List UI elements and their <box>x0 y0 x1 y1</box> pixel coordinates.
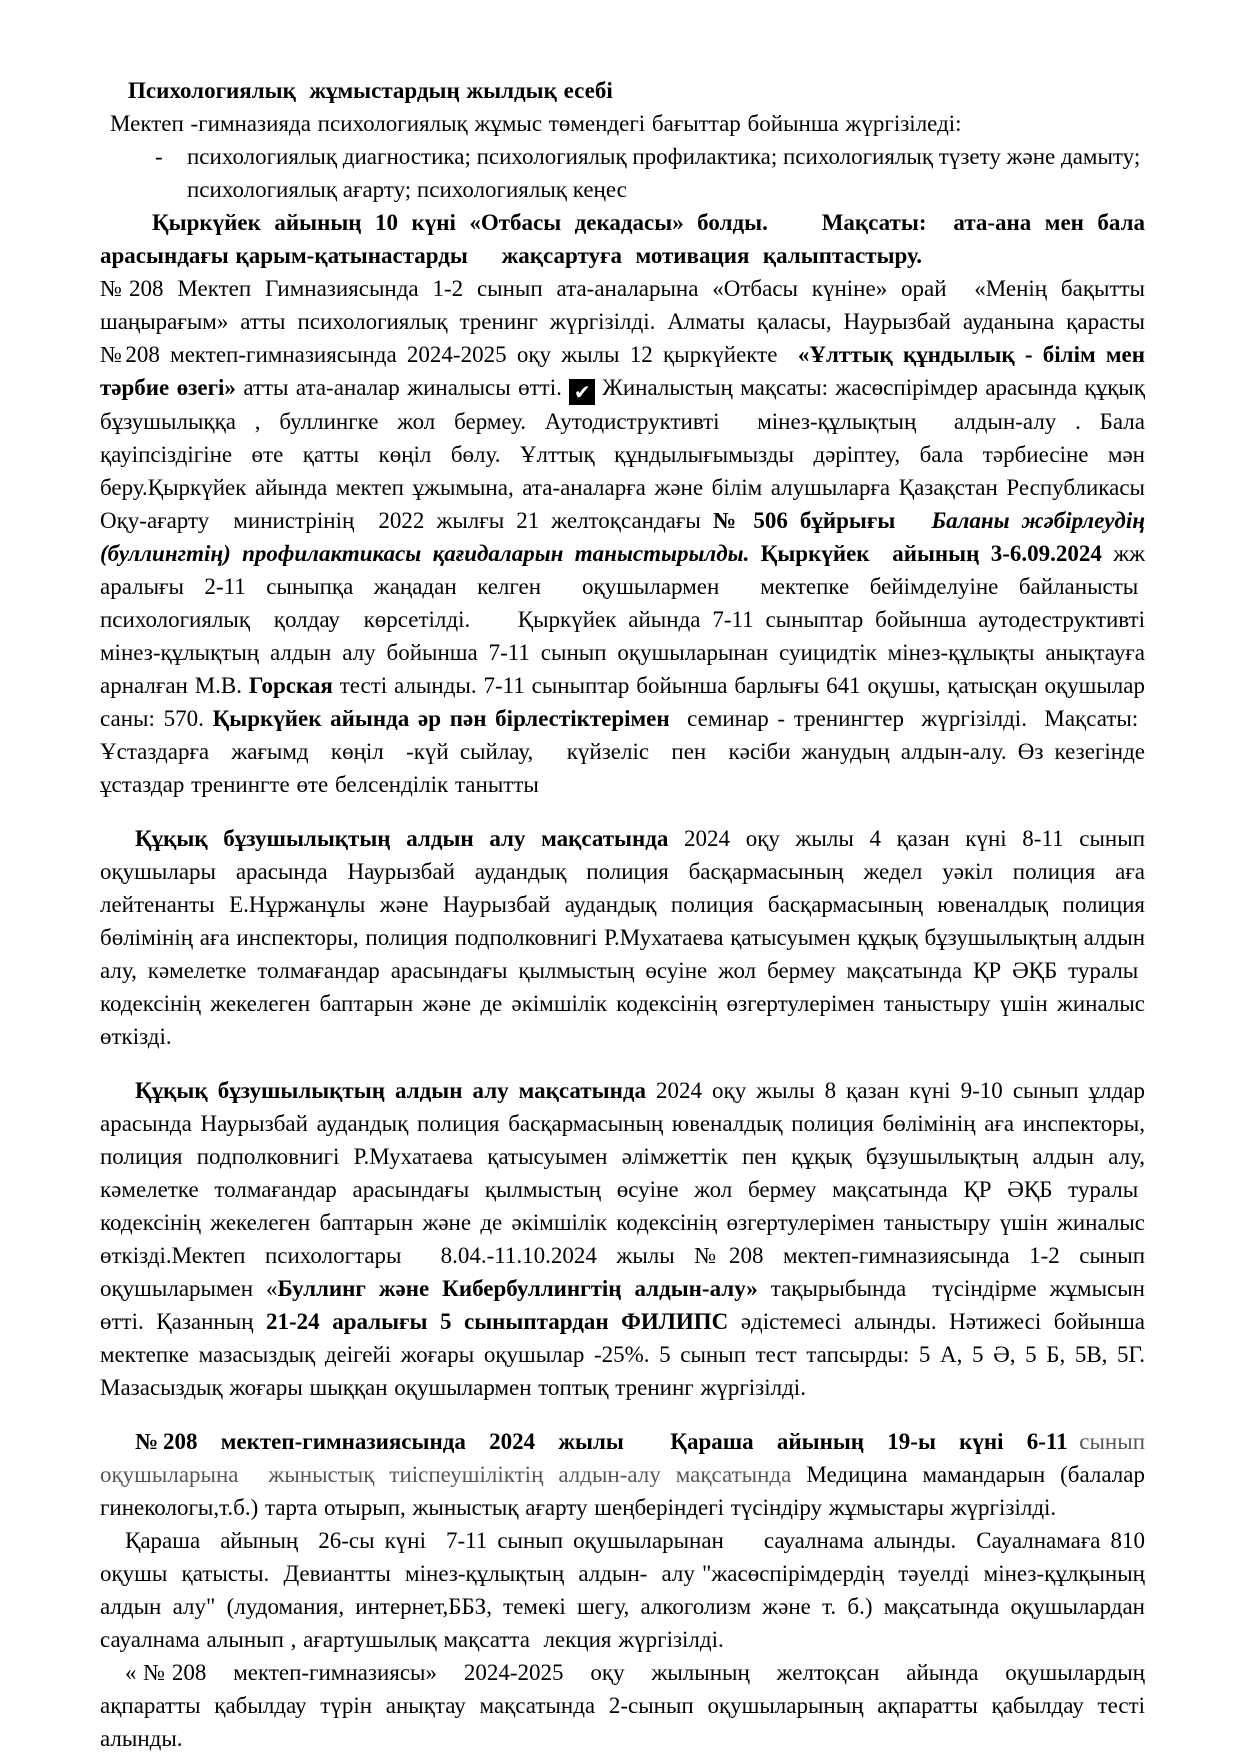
text-run-bold: Қыркүйек айының 3-6.09.2024 <box>749 541 1102 566</box>
paragraph-september-activities <box>100 272 1145 801</box>
paragraph-crime-prevention-oct8 <box>100 1074 1145 1404</box>
text-run: 2024 оқу жылы 4 қазан күні 8-11 сынып оқушылары арасында Наурызбай аудандық полиция басқармасының жедел уәкіл полиция аға лейтенанты Е.Нұржанұлы және Наурызбай аудандық полиция басқармасының ювеналдық полиция бөлімінің аға инспекторы, полиция подполковнигі Р.Мухатаева қатысуымен құқық бұзушылықтың алдын алу, кәмелетке толмағандар арасындағы қылмыстың өсуіне жол бермеу мақсатында ҚР ӘҚБ туралы кодексінің жекелеген баптарын және де әкімшілік кодексінің өзгертулерімен таныстыру үшін жиналыс өткізді. <box>100 826 1145 1049</box>
text-run: тақырыбында түсіндірме жұмысын өтті. Қазанның <box>100 1276 1145 1334</box>
text-run: семинар - тренингтер жүргізілді. Мақсаты: Ұстаздарға жағымд көңіл -күй сыйлау, күйзеліс пен кәсіби жанудың алдын-алу. Өз кезегінде ұстаздар тренингте өте белсенділік танытты <box>100 706 1145 797</box>
report-title <box>100 74 1145 107</box>
text-run-bold: 21-24 аралығы 5 сыныптардан ФИЛИПС <box>266 1309 729 1334</box>
text-run: Қыркүйек айының 10 күні «Отбасы декадасы» болды. Мақсаты: ата-ана мен бала арасындағы қарым-қатынастарды жақсартуға мотивация қалыптастыру. <box>100 210 1145 268</box>
text-run: Мектеп -гимназияда психологиялық жұмыс төмендегі бағыттар бойынша жүргізіледі: <box>110 111 962 136</box>
paragraph-perception-test-december <box>100 1656 1145 1755</box>
text-run: №208 Мектеп Гимназиясында 1-2 сынып ата-аналарына «Отбасы күніне» орай «Менің бақытты шаңырағым» атты психологиялық тренинг жүргізілді. Алматы қаласы, Наурызбай ауданына қарасты №208 мектеп-гимназиясында 2024-2025 оқу жылы 12 қыркүйекте <box>100 276 1145 367</box>
text-run-bold: Қыркүйек айында әр пән бірлестіктерімен <box>212 706 670 731</box>
text-run: Медицина мамандарын (балалар гинекологы,т.б.) тарта отырып, жыныстық ағарту шеңберіндегі түсіндіру жұмыстары жүргізілді. <box>100 1462 1145 1520</box>
paragraph-sexual-education-nov19 <box>100 1425 1145 1524</box>
text-run-bold: Құқық бұзушылықтың алдын алу мақсатында <box>135 1078 646 1103</box>
text-run: «№208 мектеп-гимназиясы» 2024-2025 оқу жылының желтоқсан айында оқушылардың ақпаратты қабылдау түрін анықтау мақсатында 2-сынып оқушыларының ақпаратты қабылдау тесті алынды. <box>100 1660 1145 1751</box>
text-run: әдістемесі алынды. Нәтижесі бойынша мектепке мазасыздық деігейі жоғары оқушылар -25%. 5 сынып тест тапсырды: 5 А, 5 Ә, 5 Б, 5В, 5Г. Мазасыздық жоғары шыққан оқушылармен топтық тренинг жүргізілді. <box>100 1309 1145 1400</box>
text-run-bold: «Ұлттық құндылық - білім мен тәрбие өзегі» <box>100 342 1145 400</box>
text-run-bold-italic: Баланы жәбірлеудің (буллингтің) профилактикасы қағидаларын таныстырылды. <box>100 508 1145 566</box>
checked-checkbox-icon <box>569 379 595 405</box>
paragraph-family-decade <box>100 206 1145 272</box>
text-run-bold: №208 мектеп-гимназиясында 2024 жылы Қараша айының 19-ы күні 6-11 <box>135 1429 1068 1454</box>
report-title-text: Психологиялық жұмыстардың жылдық есебі <box>128 78 613 103</box>
text-run: 2024 оқу жылы 8 қазан күні 9-10 сынып ұлдар арасында Наурызбай аудандық полиция басқармасының ювеналдық полиция бөлімінің аға инспекторы, полиция подполковнигі Р.Мухатаева қатысуымен әлімжеттік пен құқық бұзушылықтың алдын алу, кәмелетке толмағандар арасындағы қылмыстың өсуіне жол бермеу мақсатында ҚР ӘҚБ туралы кодексінің жекелеген баптарын және де әкімшілік кодексінің өзгертулерімен таныстыру үшін жиналыс өткізді.Мектеп психологтары 8.04.-11.10.2024 жылы №208 мектеп-гимназиясында 1-2 сынып оқушыларымен « <box>100 1078 1145 1301</box>
report-intro <box>100 107 1145 140</box>
text-run-bold: Горская <box>248 673 333 698</box>
paragraph-survey-nov26 <box>100 1524 1145 1656</box>
text-run-bold: № 506 бұйрығы <box>712 508 932 533</box>
checkmark-glyph: ✔ <box>573 380 591 404</box>
paragraph-crime-prevention-oct4 <box>100 822 1145 1053</box>
directions-list-item <box>100 140 1145 206</box>
text-run: Жиналыстың мақсаты: жасөспірімдер арасында құқық бұзушылыққа , буллингке жол бермеу. Аутодиструктивті мінез-құлықтың алдын-алу . Бала қауіпсіздігіне өте қатты көңіл бөлу. Ұлттық құндылығымызды дәріптеу, бала тәрбиесіне мән беру.Қыркүйек айында мектеп ұжымына, ата-аналарға және білім алушыларға Қазақстан Республикасы Оқу-ағарту министрінің 2022 жылғы 21 желтоқсандағы <box>100 375 1145 533</box>
list-item-text: психологиялық диагностика; психологиялық профилактика; психологиялық түзету және дамыту; психологиялық ағарту; психологиялық кеңес <box>187 144 1141 202</box>
text-run-bold: Буллинг және Кибербуллингтің алдын-алу» <box>277 1276 758 1301</box>
text-run-bold: Құқық бұзушылықтың алдын алу мақсатында <box>135 826 669 851</box>
text-run: атты ата-аналар жиналысы өтті. <box>235 375 570 400</box>
text-run: жж аралығы 2-11 сыныпқа жаңадан келген оқушылармен мектепке бейімделуіне байланысты психологиялық қолдау көрсетілді. Қыркүйек айында 7-11 сыныптар бойынша аутодеструктивті мінез-құлықтың алдын алу бойынша 7-11 сынып оқушыларынан суицидтік мінез-құлықты анықтауға арналған М.В. <box>100 541 1145 698</box>
text-run-muted: сынып оқушыларына жыныстық тиіспеушіліктің алдын-алу мақсатында <box>100 1429 1146 1487</box>
text-run: Қараша айының 26-сы күні 7-11 сынып оқушыларынан сауалнама алынды. Сауалнамаға 810 оқушы қатысты. Девиантты мінез-құлықтың алдын- алу "жасөспірімдердің тәуелді мінез-құлқының алдын алу" (лудомания, интернет,ББЗ, темекі шегу, алкоголизм және т. б.) мақсатында оқушылардан сауалнама алынып , ағартушылық мақсатта лекция жүргізілді. <box>100 1528 1145 1652</box>
dash-marker: - <box>155 144 163 169</box>
text-run: тесті алынды. 7-11 сыныптар бойынша барлығы 641 оқушы, қатысқан оқушылар саны: 570. <box>100 673 1145 731</box>
